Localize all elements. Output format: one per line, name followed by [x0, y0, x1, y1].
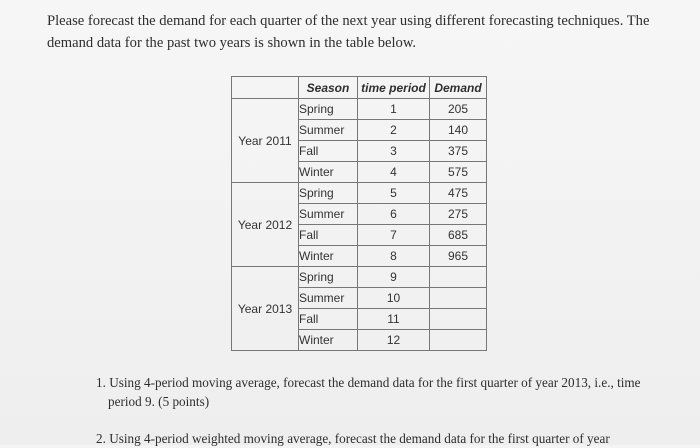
period-cell: 12 — [358, 330, 430, 351]
header-time-period: time period — [358, 77, 430, 99]
period-cell: 2 — [358, 120, 430, 141]
demand-cell — [430, 267, 487, 288]
intro-paragraph — [47, 10, 687, 54]
season-cell: Summer — [299, 288, 358, 309]
demand-cell — [430, 330, 487, 351]
demand-cell: 965 — [430, 246, 487, 267]
season-cell: Winter — [299, 330, 358, 351]
demand-cell — [430, 309, 487, 330]
table-row — [232, 267, 487, 288]
season-cell: Summer — [299, 204, 358, 225]
year-cell: Year 2013 — [232, 267, 299, 351]
demand-cell: 575 — [430, 162, 487, 183]
question-1 — [96, 373, 686, 411]
year-cell: Year 2012 — [232, 183, 299, 267]
header-demand: Demand — [430, 77, 487, 99]
intro-line-2: demand data for the past two years is shown in the table below. — [47, 35, 417, 51]
table-header-row — [232, 77, 487, 99]
demand-cell: 685 — [430, 225, 487, 246]
question-1-line-2: period 9. (5 points) — [108, 394, 210, 409]
period-cell: 11 — [358, 309, 430, 330]
demand-cell: 275 — [430, 204, 487, 225]
demand-cell — [430, 288, 487, 309]
demand-cell: 205 — [430, 99, 487, 120]
header-season: Season — [299, 77, 358, 99]
season-cell: Fall — [299, 141, 358, 162]
question-2-line-1: 2. Using 4-period weighted moving average, forecast the demand data for the first quarter of year — [96, 431, 610, 446]
period-cell: 10 — [358, 288, 430, 309]
question-2 — [96, 429, 686, 448]
period-cell: 3 — [358, 141, 430, 162]
question-list — [96, 373, 686, 448]
period-cell: 5 — [358, 183, 430, 204]
header-year — [232, 77, 299, 99]
demand-cell: 375 — [430, 141, 487, 162]
intro-line-1: Please forecast the demand for each quarter of the next year using different forecasting techniques. The — [47, 13, 650, 29]
period-cell: 4 — [358, 162, 430, 183]
period-cell: 6 — [358, 204, 430, 225]
season-cell: Winter — [299, 246, 358, 267]
season-cell: Fall — [299, 309, 358, 330]
table-row — [232, 183, 487, 204]
demand-cell: 475 — [430, 183, 487, 204]
season-cell: Fall — [299, 225, 358, 246]
demand-cell: 140 — [430, 120, 487, 141]
question-1-line-1: 1. Using 4-period moving average, forecast the demand data for the first quarter of year 2013, i.e., time — [96, 375, 641, 390]
season-cell: Winter — [299, 162, 358, 183]
period-cell: 9 — [358, 267, 430, 288]
season-cell: Spring — [299, 99, 358, 120]
period-cell: 7 — [358, 225, 430, 246]
table-row — [232, 99, 487, 120]
demand-table — [231, 76, 487, 351]
season-cell: Spring — [299, 267, 358, 288]
year-cell: Year 2011 — [232, 99, 299, 183]
season-cell: Spring — [299, 183, 358, 204]
period-cell: 1 — [358, 99, 430, 120]
period-cell: 8 — [358, 246, 430, 267]
season-cell: Summer — [299, 120, 358, 141]
